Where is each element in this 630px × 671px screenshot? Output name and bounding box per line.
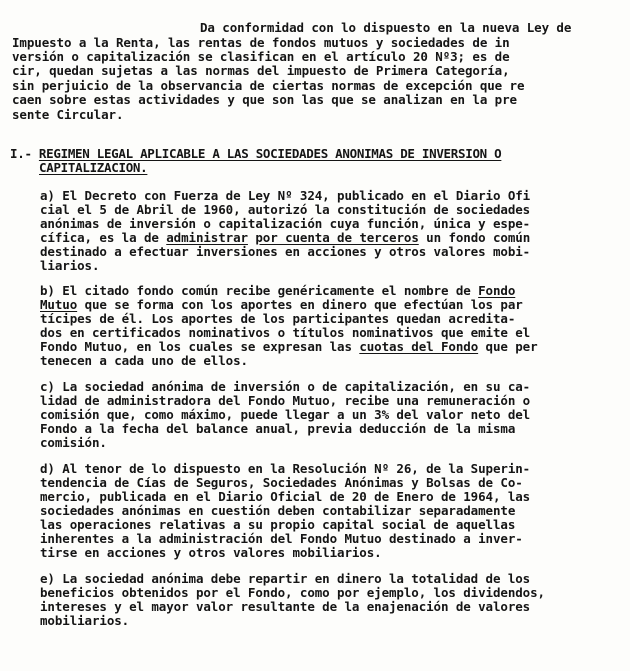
para-a-line-5: destinado a efectuar inversiones en acciones y otros valores mobi- [40,244,531,259]
section-title-line-1: REGIMEN LEGAL APLICABLE A LAS SOCIEDADES ANONIMAS DE INVERSION O [38,146,502,161]
para-d-line-5: las operaciones relativas a su propio capital social de aquellas [40,517,516,532]
para-b-line-5 [40,340,538,354]
para-c-line-1: c) La sociedad anónima de inversión o de capitalización, en su ca- [40,379,531,394]
section-number: I.- [10,146,32,161]
para-a-line-4-text: cífica, es la de [40,230,167,245]
intro-line-5: sin perjuicio de la observancia de ciertas normas de excepción que re [12,78,525,93]
para-e-line-2: beneficios obtenidos por el Fondo, como por ejemplo, los dividendos, [40,585,545,600]
para-c-line-3: comisión que, como máximo, puede llegar a un 3% del valor neto del [40,407,531,422]
para-b-line-3: tícipes de él. Los aportes de los participantes quedan acredita- [40,311,516,326]
para-b-line-5-text: Fondo Mutuo, en los cuales se expresan las [40,339,360,354]
para-b-line-2 [40,298,523,312]
intro-line-2: Impuesto a la Renta, las rentas de fondos mutuos y sociedades de in [12,35,510,50]
para-e-line-3: intereses y el mayor valor resultante de la enajenación de valores [40,599,531,614]
para-b-underlined-mutuo: Mutuo [40,297,78,312]
section-heading [10,147,501,161]
section-title-line-2: CAPITALIZACION. [39,160,148,175]
intro-line-4: cir, quedan sujetas a las normas del impuesto de Primera Categoría, [12,63,510,78]
intro-line-7: sente Circular. [12,107,124,122]
para-b-line-2-text: que se forma con los aportes en dinero que efectúan los par [77,297,523,312]
intro-line-1: Da conformidad con lo dispuesto en la nueva Ley de [200,20,572,35]
para-d-line-3: mercio, publicada en el Diario Oficial de 20 de Enero de 1964, las [40,489,531,504]
para-c-line-4: Fondo a la fecha del balance anual, previa deducción de la misma [40,421,516,436]
para-d-line-4: sociedades anónimas en cuestión deben contabilizar separadamente [40,503,516,518]
section-title-line-2-row [39,161,147,175]
para-b-line-1 [40,284,515,298]
para-b-line-1-text: b) El citado fondo común recibe genéricamente el nombre de [40,283,479,298]
intro-line-6: caen sobre estas actividades y que son las que se analizan en la pre [12,92,517,107]
para-a-line-6: liarios. [40,258,100,273]
intro-line-3: versión o capitalización se clasifican en el artículo 20 Nº3; es de [12,49,510,64]
para-c-line-5: comisión. [40,435,107,450]
para-d-line-6: inherentes a la administración del Fondo Mutuo destinado a inver- [40,531,523,546]
para-d-line-7: tirse en acciones y otros valores mobiliarios. [40,545,382,560]
para-a-underlined-administrar: administrar [166,230,248,245]
para-a-line-3: anónimas de inversión o capitalización cuya función, única y espe- [40,216,531,231]
para-a-underlined-por-cuenta: por cuenta de terceros [255,230,419,245]
para-d-line-2: tendencia de Cías de Seguros, Sociedades Anónimas y Bolsas de Co- [40,475,523,490]
para-e-line-1: e) La sociedad anónima debe repartir en dinero la totalidad de los [40,571,531,586]
para-b-underlined-cuotas: cuotas del Fondo [359,339,479,354]
para-a-line-2: cial el 5 de Abril de 1960, autorizó la constitución de sociedades [40,202,531,217]
para-d-line-1: d) Al tenor de lo dispuesto en la Resolución Nº 26, de la Superin- [40,461,531,476]
para-b-line-4: dos en certificados nominativos o títulos nominativos que emite el [40,325,531,340]
para-b-underlined-fondo: Fondo [478,283,516,298]
para-a-line-1: a) El Decreto con Fuerza de Ley Nº 324, publicado en el Diario Ofi [40,188,531,203]
para-c-line-2: lidad de administradora del Fondo Mutuo, recibe una remuneración o [40,393,531,408]
para-a-line-4 [40,231,530,245]
para-a-line-4-end: un fondo común [418,230,531,245]
para-e-line-4: mobiliarios. [40,613,130,628]
para-b-line-5-end: que per [478,339,538,354]
para-b-line-6: tenecen a cada uno de ellos. [40,353,248,368]
